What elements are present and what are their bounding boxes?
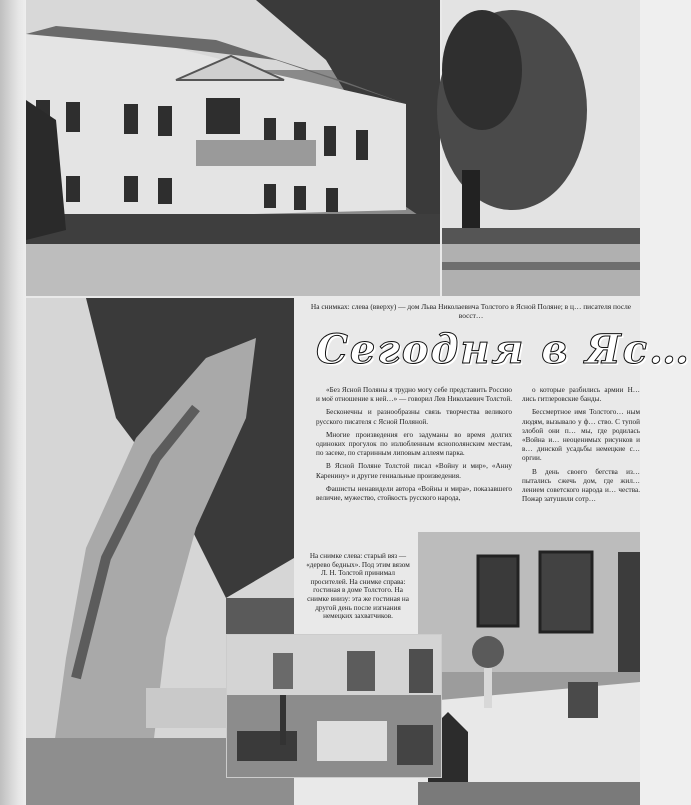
paragraph: Многие произведения его задуманы во время долгих одиноких прогулок по излюбленным яснополянским местам, по засеке, по старинным липовым аллеям парка. xyxy=(316,430,512,458)
article-column-1 xyxy=(316,386,512,502)
photo-house xyxy=(26,0,440,296)
photo-living-room-bottom xyxy=(226,634,442,778)
paragraph: о которые разбились армии Н… лись гитлеровские банды. xyxy=(522,386,640,404)
paragraph: Бесконечны и разнообразны связь творчества великого русского писателя с Ясной Поляной. xyxy=(316,408,512,426)
article-title xyxy=(316,326,691,376)
photo-living-room-right xyxy=(418,532,640,805)
paragraph: В день своего бегства из… пытались сжечь дом, где жил… лением советского народа и… чества. Пожар затушили сотр… xyxy=(522,467,640,504)
paragraph: «Без Ясной Поляны я трудно могу себе представить Россию и моё отношение к ней…» — говорил Лев Николаевич Толстой. xyxy=(316,386,513,404)
paragraph: Бессмертное имя Толстого… ным людям, вызывало у ф… ство. С тупой злобой они п… мы, где родилась «Война и… неоценимых рисунков и в… динской усадьбы немецкие с… оргии. xyxy=(522,408,640,463)
paragraph: В Ясной Поляне Толстой писал «Войну и мир», «Анну Каренину» и другие гениальные произведения. xyxy=(316,462,512,480)
page-binding xyxy=(0,0,26,805)
caption-mid: На снимке слева: старый вяз — «дерево бедных». Под этим вязом Л. Н. Толстой принимал просителей. На снимке справа: гостиная в доме Толстого. На снимке внизу: эта же гостиная на другой день после изгнания немецких захватчиков. xyxy=(306,552,410,621)
caption-top: На снимках: слева (вверху) — дом Льва Николаевича Толстого в Ясной Поляне; в ц… писателя после восст… xyxy=(310,302,632,320)
article-title-text: Сегодня в Яс… xyxy=(316,326,691,373)
paragraph: Фашисты ненавидели автора «Войны и мира», показавшего величие, мужество, стойкость русского народа, xyxy=(316,484,512,503)
article-column-2 xyxy=(522,386,640,502)
photo-tree-top xyxy=(442,0,640,296)
